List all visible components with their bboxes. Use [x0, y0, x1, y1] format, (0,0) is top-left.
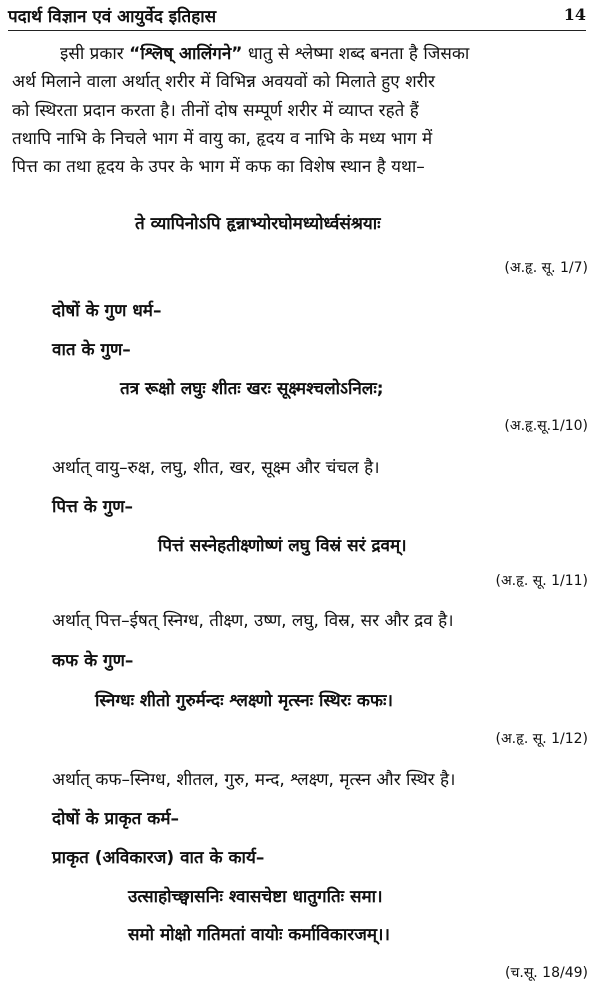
intro-line: तथापि नाभि के निचले भाग में वायु का, हृदय व नाभि के मध्य भाग में: [12, 128, 433, 149]
sanskrit-verse: तत्र रूक्षो लघुः शीतः खरः सूक्ष्मश्चलोऽनिलः;: [120, 379, 384, 399]
citation: (अ.हृ. सू. 1/12): [495, 731, 588, 747]
page-number: 14: [563, 5, 586, 24]
intro-line: [12, 40, 588, 68]
sanskrit-verse: ते व्यापिनोऽपि हृन्नाभ्योरघोमध्योर्ध्वसंश्रयाः: [135, 214, 381, 234]
intro-text: धातु से श्लेष्मा शब्द बनता है जिसका: [242, 44, 470, 64]
section-heading: दोषों के प्राकृत कर्म–: [52, 809, 180, 829]
sanskrit-verse: समो मोक्षो गतिमतां वायोः कर्माविकारजम्।।: [128, 925, 390, 945]
running-header: [8, 4, 586, 31]
citation: (अ.हृ. सू. 1/7): [504, 260, 588, 276]
explanation-text: अर्थात् वायु–रुक्ष, लघु, शीत, खर, सूक्ष्म और चंचल है।: [52, 458, 380, 478]
sanskrit-verse: स्निग्धः शीतो गुरुर्मन्दः श्लक्ष्णो मृत्स्नः स्थिरः कफः।: [95, 691, 393, 711]
intro-line: को स्थिरता प्रदान करता है। तीनों दोष सम्पूर्ण शरीर में व्याप्त रहते हैं: [12, 100, 419, 121]
citation: (अ.हृ. सू. 1/11): [495, 573, 588, 589]
intro-text: इसी प्रकार: [60, 44, 130, 64]
explanation-text: अर्थात् कफ–स्निग्ध, शीतल, गुरु, मन्द, श्लक्ष्ण, मृत्स्न और स्थिर है।: [52, 770, 456, 790]
book-title: पदार्थ विज्ञान एवं आयुर्वेद इतिहास: [8, 7, 217, 27]
sanskrit-verse: उत्साहोच्छ्वासनिः श्वासचेष्टा धातुगतिः समा।: [128, 887, 383, 907]
sub-heading: वात के गुण–: [52, 340, 131, 360]
intro-line: अर्थ मिलाने वाला अर्थात् शरीर में विभिन्न अवयवों को मिलाते हुए शरीर: [12, 72, 435, 93]
explanation-text: अर्थात् पित्त–ईषत् स्निग्ध, तीक्ष्ण, उष्ण, लघु, विस्र, सर और द्रव है।: [52, 611, 454, 631]
intro-paragraph: [12, 40, 588, 181]
sub-heading: पित्त के गुण–: [52, 497, 134, 517]
intro-line: पित्त का तथा हृदय के उपर के भाग में कफ का विशेष स्थान है यथा–: [12, 157, 425, 178]
sanskrit-verse: पित्तं सस्नेहतीक्ष्णोष्णं लघु विस्रं सरं द्रवम्।: [158, 536, 407, 556]
citation: (च.सू. 18/49): [505, 965, 588, 981]
sub-heading: प्राकृत (अविकारज) वात के कार्य–: [52, 848, 265, 868]
quoted-root: “श्लिष् आलिंगने”: [129, 44, 243, 64]
sub-heading: कफ के गुण–: [52, 651, 134, 671]
citation: (अ.हृ.सू.1/10): [504, 418, 588, 434]
section-heading: दोषों के गुण धर्म–: [52, 301, 162, 321]
